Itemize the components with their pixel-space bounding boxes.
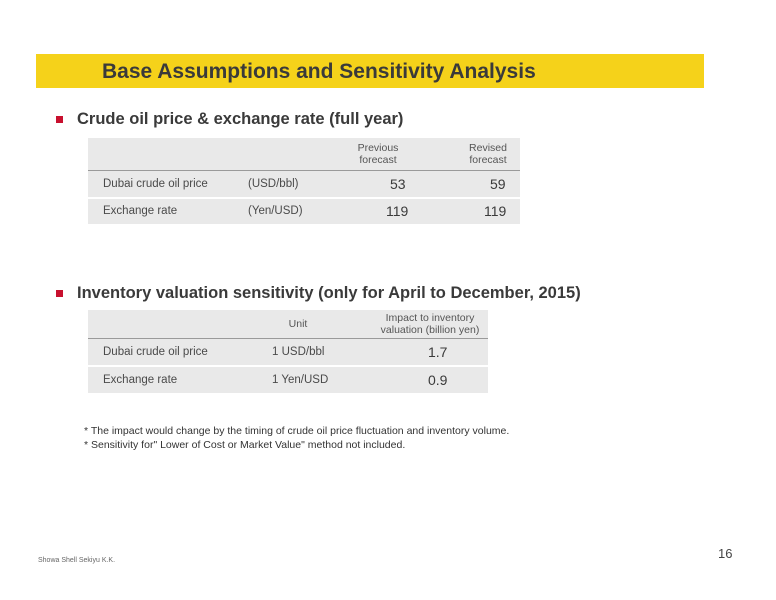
row-impact-value: 1.7 <box>428 344 448 360</box>
table-row <box>88 367 488 393</box>
row-impact-value: 0.9 <box>428 372 448 388</box>
crude-exchange-table <box>88 138 520 224</box>
table-row <box>88 339 488 365</box>
page-title: Base Assumptions and Sensitivity Analysis <box>102 60 536 83</box>
row-unit: 1 Yen/USD <box>272 374 329 386</box>
footnotes <box>84 424 509 452</box>
row-label: Exchange rate <box>103 205 178 217</box>
table-header <box>88 310 488 338</box>
row-label: Exchange rate <box>103 374 178 386</box>
table-row <box>88 171 520 197</box>
section2-title: Inventory valuation sensitivity (only for April to December, 2015) <box>77 284 581 302</box>
bullet-square-icon <box>56 116 63 123</box>
row-revised-value: 119 <box>484 203 507 219</box>
page-number: 16 <box>718 546 733 561</box>
section1-heading <box>56 110 403 129</box>
row-revised-value: 59 <box>490 176 506 192</box>
row-unit: (Yen/USD) <box>248 205 303 217</box>
section1-title: Crude oil price & exchange rate (full year) <box>77 110 404 128</box>
header-previous-forecast: Previous forecast <box>357 142 399 166</box>
row-previous-value: 119 <box>386 203 409 219</box>
header-revised-forecast: Revised forecast <box>469 142 507 166</box>
company-name: Showa Shell Sekiyu K.K. <box>38 557 116 564</box>
table-header <box>88 138 520 170</box>
title-band <box>36 54 704 88</box>
row-unit: (USD/bbl) <box>248 178 299 190</box>
row-label: Dubai crude oil price <box>103 178 208 190</box>
inventory-sensitivity-table <box>88 310 488 394</box>
table-row <box>88 199 520 224</box>
row-previous-value: 53 <box>390 176 406 192</box>
row-unit: 1 USD/bbl <box>272 346 325 358</box>
header-impact: Impact to inventory valuation (billion yen) <box>380 312 480 336</box>
header-unit: Unit <box>288 318 308 330</box>
footnote: * The impact would change by the timing of crude oil price fluctuation and inventory volume. <box>84 425 510 437</box>
bullet-square-icon <box>56 290 63 297</box>
row-label: Dubai crude oil price <box>103 346 208 358</box>
footnote: * Sensitivity for" Lower of Cost or Market Value" method not included. <box>84 439 406 451</box>
section2-heading <box>56 284 581 303</box>
